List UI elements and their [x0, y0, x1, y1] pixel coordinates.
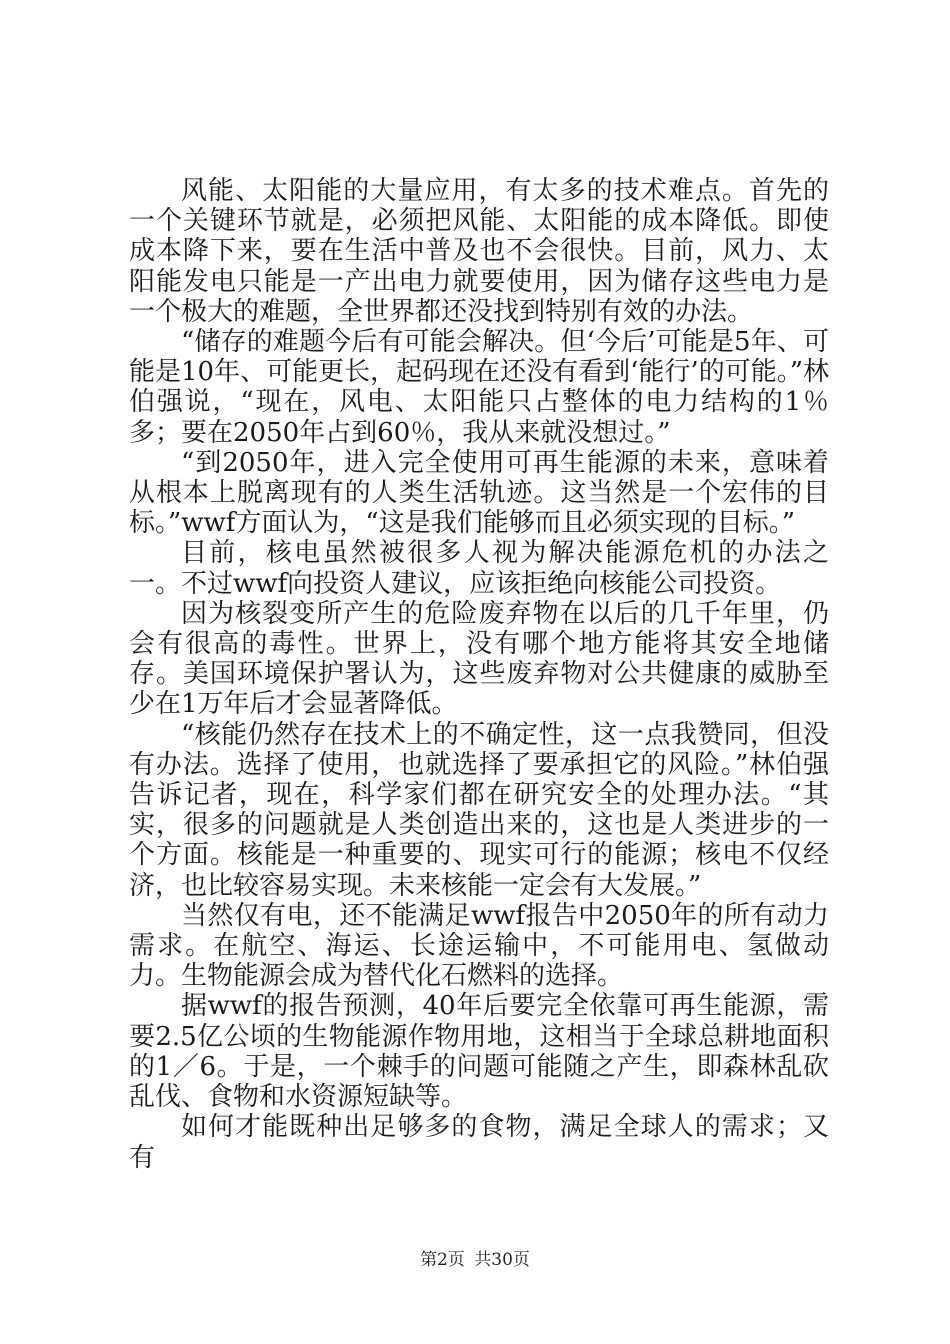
- page-number: 第2页: [420, 1250, 465, 1270]
- paragraph: 风能、太阳能的大量应用，有太多的技术难点。首先的一个关键环节就是，必须把风能、太阳能的成本降低。即使成本降下来，要在生活中普及也不会很快。目前，风力、太阳能发电只能是一产出电力就要使用，因为储存这些电力是一个极大的难题，全世界都还没找到特别有效的办法。: [129, 176, 829, 327]
- paragraph: 目前，核电虽然被很多人视为解决能源危机的办法之一。不过wwf向投资人建议，应该拒绝向核能公司投资。: [129, 538, 829, 599]
- paragraph: “核能仍然存在技术上的不确定性，这一点我赞同，但没有办法。选择了使用，也就选择了要承担它的风险。”林伯强告诉记者，现在，科学家们都在研究安全的处理办法。“其实，很多的问题就是人类创造出来的，这也是人类进步的一个方面。核能是一种重要的、现实可行的能源；核电不仅经济，也比较容易实现。未来核能一定会有大发展。”: [129, 719, 829, 901]
- paragraph: 当然仅有电，还不能满足wwf报告中2050年的所有动力需求。在航空、海运、长途运输中，不可能用电、氢做动力。生物能源会成为替代化石燃料的选择。: [129, 900, 829, 992]
- page-footer: [0, 1245, 950, 1270]
- total-pages: 共30页: [474, 1250, 530, 1270]
- paragraph: “到2050年，进入完全使用可再生能源的未来，意味着从根本上脱离现有的人类生活轨迹。这当然是一个宏伟的目标。”wwf方面认为，“这是我们能够而且必须实现的目标。”: [129, 447, 829, 539]
- paragraph: “储存的难题今后有可能会解决。但‘今后’可能是5年、可能是10年、可能更长，起码现在还没有看到‘能行’的可能。”林伯强说，“现在，风电、太阳能只占整体的电力结构的1％多；要在2050年占到60％，我从来就没想过。”: [129, 327, 829, 448]
- paragraph: 据wwf的报告预测，40年后要完全依靠可再生能源，需要2.5亿公顷的生物能源作物用地，这相当于全球总耕地面积的1／6。于是，一个棘手的问题可能随之产生，即森林乱砍乱伐、食物和水资源短缺等。: [129, 991, 829, 1113]
- paragraph: 因为核裂变所产生的危险废弃物在以后的几千年里，仍会有很高的毒性。世界上，没有哪个地方能将其安全地储存。美国环境保护署认为，这些废弃物对公共健康的威胁至少在1万年后才会显著降低。: [129, 598, 829, 720]
- article-body: [129, 176, 829, 1173]
- paragraph: 如何才能既种出足够多的食物，满足全球人的需求；又有: [129, 1112, 829, 1173]
